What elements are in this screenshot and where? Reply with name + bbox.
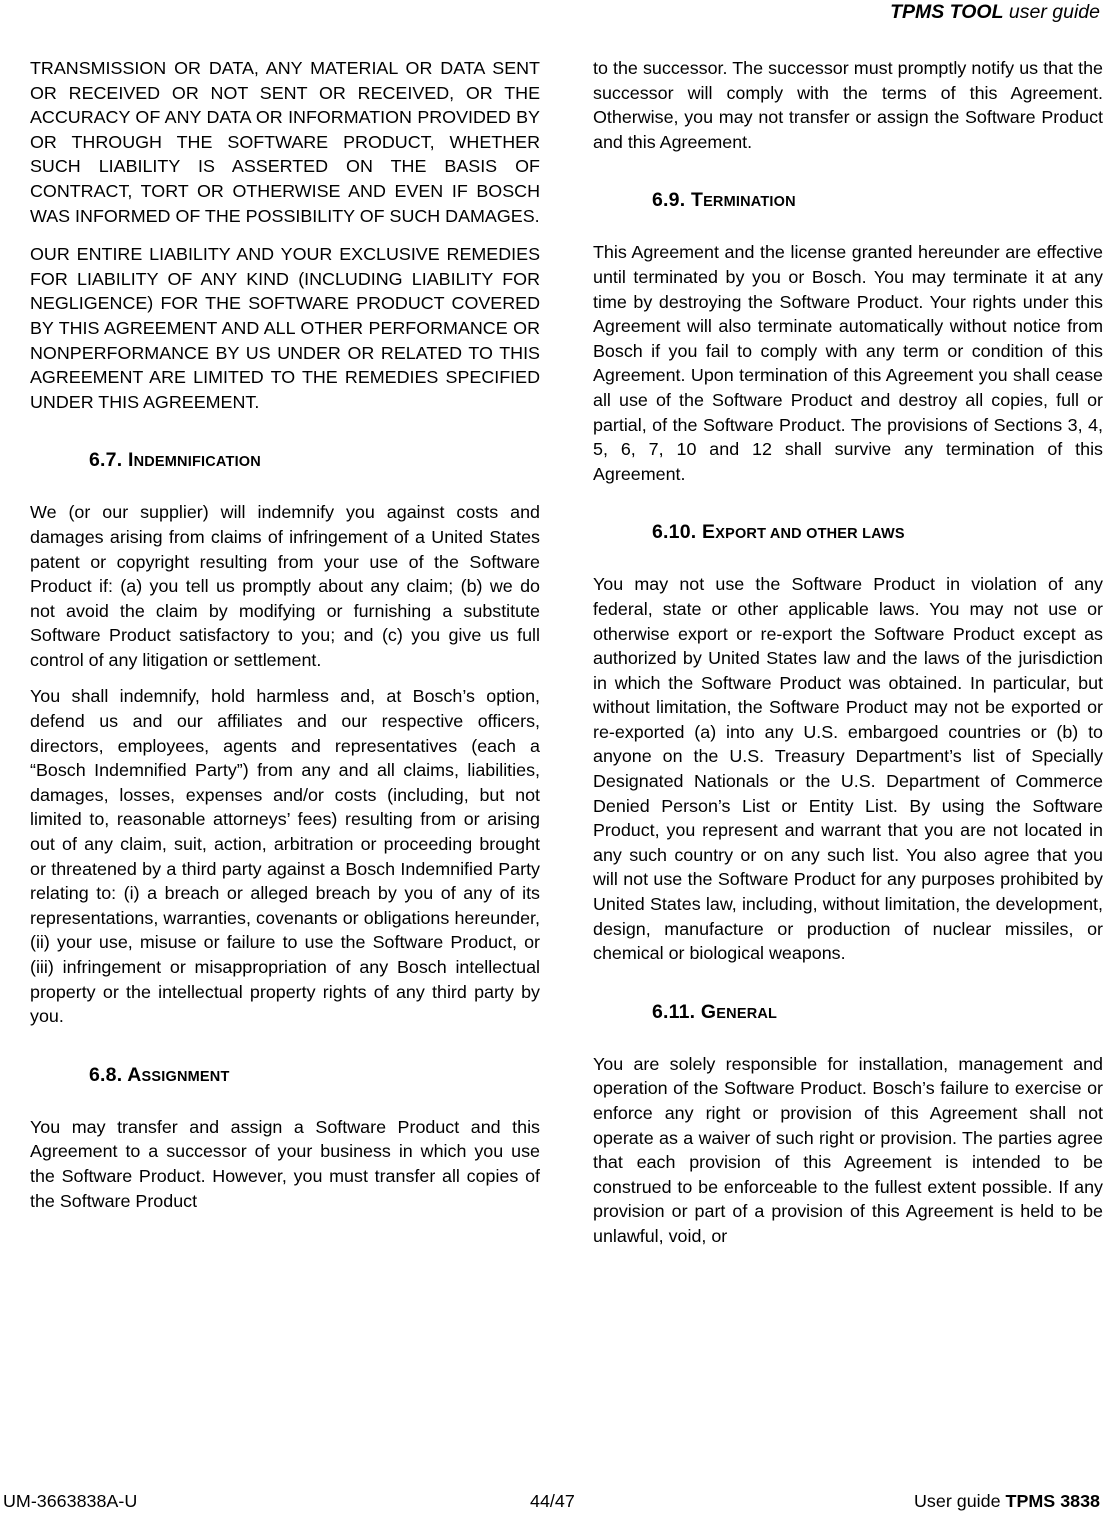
header-doc-type: user guide — [1008, 1, 1100, 23]
indemnify-you-paragraph: We (or our supplier) will indemnify you against costs and damages arising from claims of infringement of a United States patent or copyright resulting from your use of the Software Product if: (a) you tell us promptly about any claim; (b) we do not avoid the claim by modifying or furnishing a substitute Software Product satisfactory to you; and (c) you give us full control of any litigation or settlement. — [30, 502, 540, 670]
page-footer — [0, 1490, 1105, 1512]
heading-number: 6.9. T — [652, 189, 704, 212]
heading-text: NDEMNIFICATION — [133, 454, 261, 471]
heading-text: SSIGNMENT — [141, 1068, 230, 1085]
assignment-paragraph: You may transfer and assign a Software Product and this Agreement to a successor of your business in which you use the Software Product. However, you must transfer all copies of the Software Product — [30, 1116, 540, 1211]
export-paragraph: You may not use the Software Product in violation of any federal, state or other applicable laws. You may not use or otherwise export or re-export the Software Product except as authorized by United States law and the laws of the jurisdiction in which the Software Product was obtained. In particular, but without limitation, the Software Product may not be exported or re-exported (a) into any U.S. embargoed countries or (b) to anyone on the U.S. Treasury Department’s list of Specially Designated Nationals or the U.S. Department of Commerce Denied Person’s List or Entity List. By using the Software Product, you represent and warrant that you are not located in any such country or on any such list. You also agree that you will not use the Software Product for any purposes prohibited by United States law, including, without limitation, the development, design, manufacture or production of nuclear missiles, or chemical or biological weapons. — [593, 574, 1103, 964]
heading-number: 6.8. A — [89, 1063, 142, 1086]
footer-page-number: 44/47 — [530, 1491, 575, 1511]
heading-text: ERMINATION — [703, 194, 796, 211]
heading-text: XPORT AND OTHER LAWS — [715, 526, 905, 543]
termination-paragraph: This Agreement and the license granted hereunder are effective until terminated by you or Bosch. You may terminate it at any time by destroying the Software Product. Your rights under this Agreement will also terminate automatically without notice from Bosch if you fail to comply with any term or condition of this Agreement. Upon termination of this Agreement you shall cease all use of the Software Product and destroy all copies, full or partial, of the Software Product. The provisions of Sections 3, 4, 5, 6, 7, 10 and 12 shall survive any termination of this Agreement. — [593, 242, 1103, 484]
entire-liability-paragraph: OUR ENTIRE LIABILITY AND YOUR EXCLUSIVE REMEDIES FOR LIABILITY OF ANY KIND (INCLUDING LIABILITY FOR NEGLIGENCE) FOR THE SOFTWARE PRODUCT COVERED BY THIS AGREEMENT AND ALL OTHER PERFORMANCE OR NONPERFORMANCE BY US UNDER OR RELATED TO THIS AGREEMENT ARE LIMITED TO THE REMEDIES SPECIFIED UNDER THIS AGREEMENT. — [30, 244, 540, 412]
footer-guide-product: TPMS 3838 — [1005, 1491, 1100, 1511]
heading-text: ENERAL — [716, 1005, 778, 1022]
liability-caps-paragraph: TRANSMISSION OR DATA, ANY MATERIAL OR DATA SENT OR RECEIVED OR NOT SENT OR RECEIVED, OR THE ACCURACY OF ANY DATA OR INFORMATION PROVIDED BY OR THROUGH THE SOFTWARE PRODUCT, WHETHER SUCH LIABILITY IS ASSERTED ON THE BASIS OF CONTRACT, TORT OR OTHERWISE AND EVEN IF BOSCH WAS INFORMED OF THE POSSIBILITY OF SUCH DAMAGES. — [30, 58, 540, 226]
footer-guide — [914, 1490, 1100, 1512]
left-column — [30, 56, 540, 1225]
header-product: TPMS TOOL — [890, 1, 1004, 23]
footer-guide-label: User guide — [914, 1491, 1001, 1511]
section-heading-general — [593, 1000, 1103, 1026]
heading-number: 6.7. I — [89, 449, 134, 472]
footer-doc-id: UM-3663838A-U — [3, 1491, 138, 1511]
section-heading-assignment — [30, 1063, 540, 1089]
you-indemnify-paragraph: You shall indemnify, hold harmless and, at Bosch’s option, defend us and our affiliates and our respective officers, directors, employees, agents and representatives (each a “Bosch Indemnified Party”) from any and all claims, liabilities, damages, losses, expenses and/or costs (including, but not limited to, reasonable attorneys’ fees) resulting from or arising out of any claim, suit, action, arbitration or proceeding brought or threatened by a third party against a Bosch Indemnified Party relating to: (i) a breach or alleged breach by you of any of its representations, warranties, covenants or obligations hereunder, (ii) your use, misuse or failure to use the Software Product, or (iii) infringement or misappropriation of any Bosch intellectual property or the intellectual property rights of any third party by you. — [30, 686, 540, 1027]
heading-number: 6.10. E — [652, 521, 716, 544]
section-heading-export — [593, 520, 1103, 546]
general-paragraph: You are solely responsible for installation, management and operation of the Software Product. Bosch’s failure to exercise or enforce any right or provision of this Agreement shall not operate as a waiver of such right or provision. The parties agree that each provision of this Agreement is intended to be construed to be enforceable to the fullest extent possible. If any provision or part of a provision of this Agreement is held to be unlawful, void, or — [593, 1053, 1103, 1246]
right-column — [593, 56, 1103, 1261]
successor-paragraph: to the successor. The successor must promptly notify us that the successor will comply with the terms of this Agreement. Otherwise, you may not transfer or assign the Software Product and this Agreement. — [593, 58, 1103, 152]
heading-number: 6.11. G — [652, 1000, 717, 1023]
page-header — [890, 0, 1100, 24]
section-heading-indemnification — [30, 448, 540, 474]
section-heading-termination — [593, 188, 1103, 214]
